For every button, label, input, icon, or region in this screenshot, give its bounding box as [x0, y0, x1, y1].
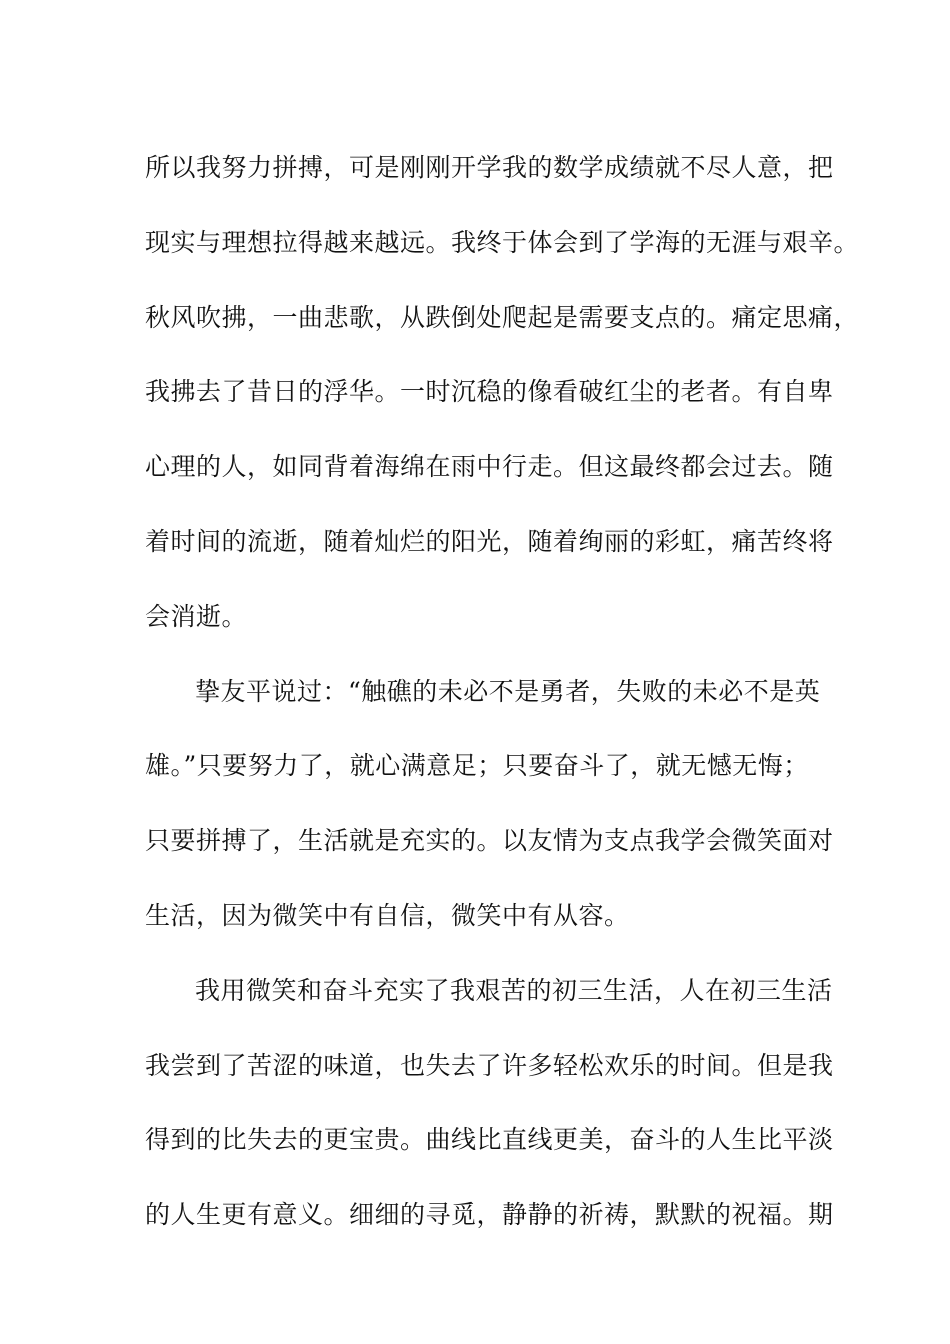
text-line-paragraph-start: 我用微笑和奋斗充实了我艰苦的初三生活，人在初三生活: [195, 975, 833, 1005]
text-line: 得到的比失去的更宝贵。曲线比直线更美，奋斗的人生比平淡: [145, 1125, 834, 1155]
text-line: 着时间的流逝，随着灿烂的阳光，随着绚丽的彩虹，痛苦终将: [145, 526, 834, 556]
text-line: 秋风吹拂，一曲悲歌，从跌倒处爬起是需要支点的。痛定思痛，: [145, 302, 860, 332]
text-line-paragraph-start: 挚友平说过：“触礁的未必不是勇者，失败的未必不是英: [195, 676, 821, 706]
body-text: [145, 131, 860, 1253]
text-line: 生活，因为微笑中有自信，微笑中有从容。: [145, 900, 630, 930]
text-line: 雄。”只要努力了，就心满意足；只要奋斗了，就无憾无悔；: [145, 751, 809, 781]
text-line: 的人生更有意义。细细的寻觅，静静的祈祷，默默的祝福。期: [145, 1200, 834, 1230]
text-line: 会消逝。: [145, 601, 248, 631]
text-line: 我拂去了昔日的浮华。一时沉稳的像看破红尘的老者。有自卑: [145, 377, 834, 407]
text-line: 所以我努力拼搏，可是刚刚开学我的数学成绩就不尽人意，把: [145, 153, 834, 182]
text-line: 我尝到了苦涩的味道，也失去了许多轻松欢乐的时间。但是我: [145, 1050, 834, 1080]
text-line: 只要拼搏了，生活就是充实的。以友情为支点我学会微笑面对: [145, 826, 834, 856]
text-line: 心理的人，如同背着海绵在雨中行走。但这最终都会过去。随: [145, 452, 834, 482]
text-line: 现实与理想拉得越来越远。我终于体会到了学海的无涯与艰辛。: [145, 227, 860, 257]
